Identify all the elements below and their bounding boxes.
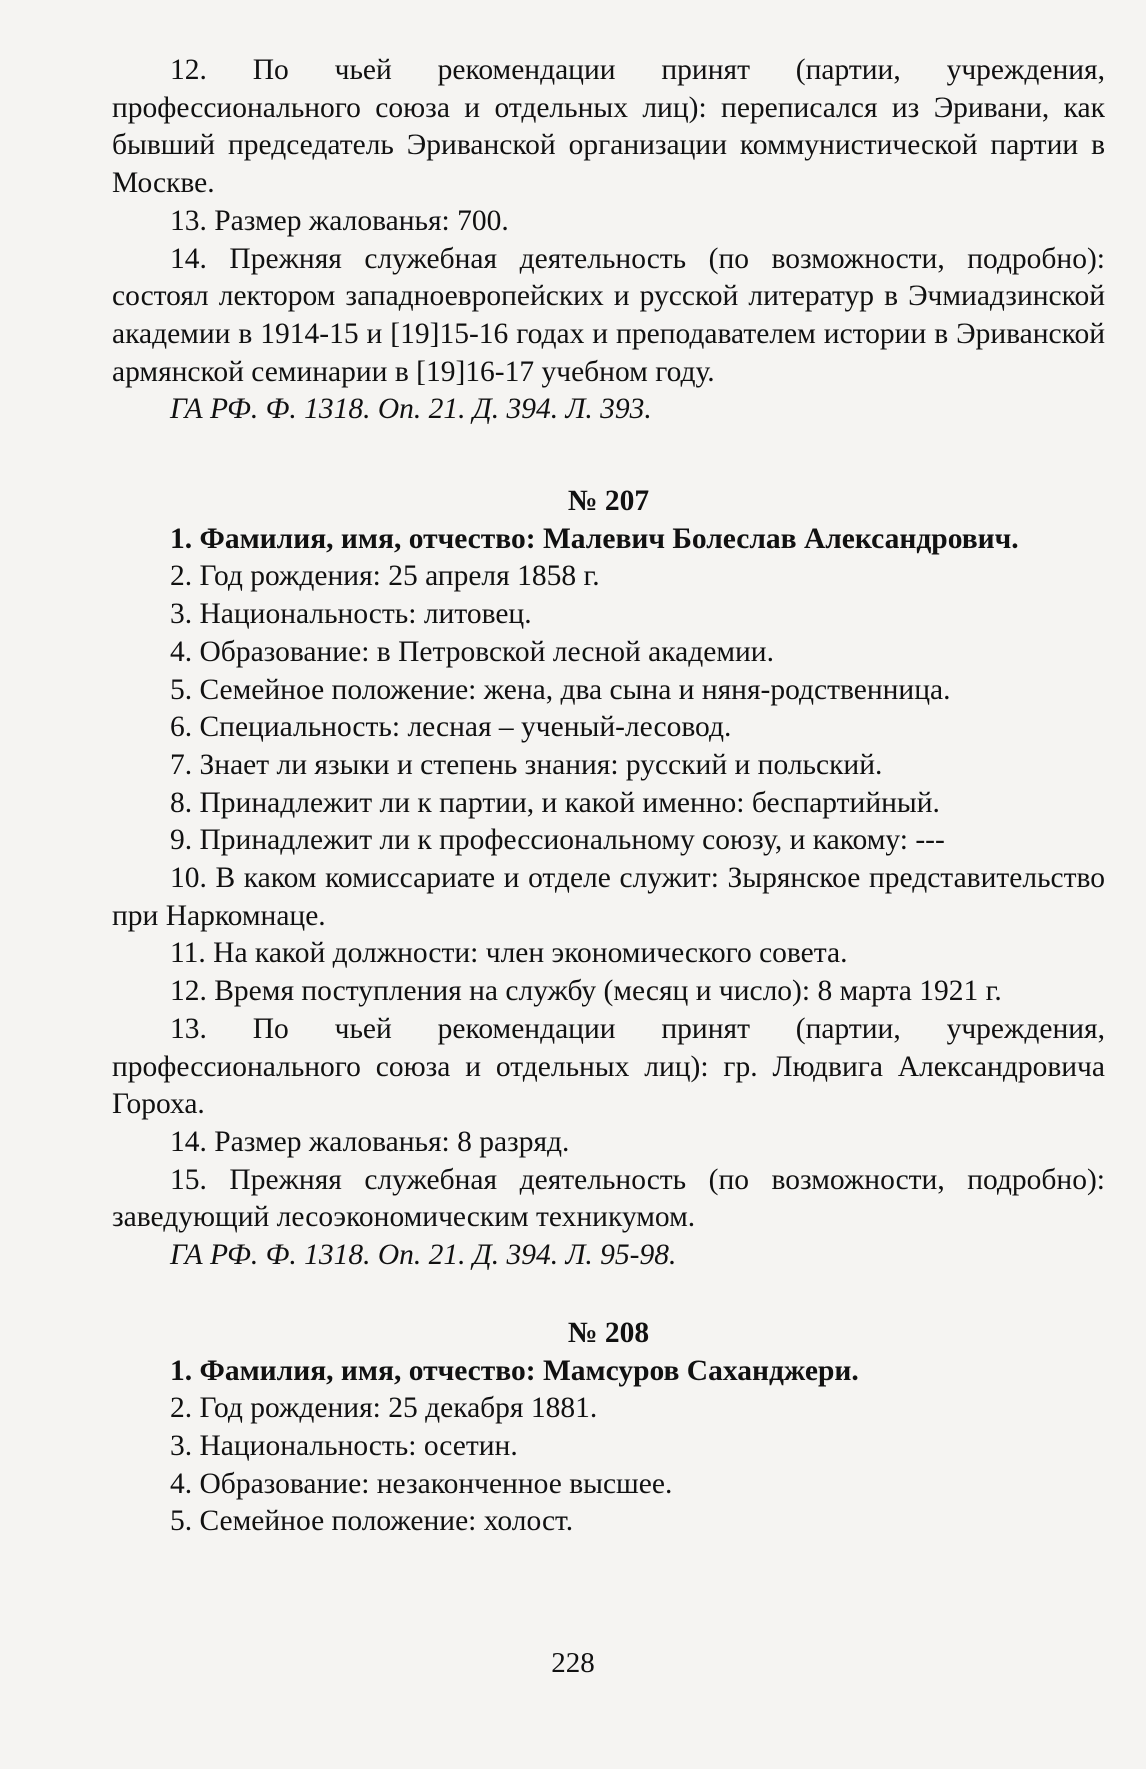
- doc207-birth-date: 2. Год рождения: 25 апреля 1858 г.: [170, 560, 600, 593]
- document-number-208: № 208: [567, 1316, 650, 1349]
- doc208-family-status: 5. Семейное положение: холост.: [170, 1505, 574, 1538]
- doc207-languages: 7. Знает ли языки и степень знания: русский и польский.: [170, 748, 883, 781]
- doc208-birth-date: 2. Год рождения: 25 декабря 1881.: [170, 1392, 598, 1425]
- document-number-207: № 207: [567, 485, 650, 518]
- doc208-full-name: 1. Фамилия, имя, отчество: Мамсуров Саханджери.: [170, 1354, 859, 1387]
- doc207-speciality: 6. Специальность: лесная – ученый-лесовод.: [170, 711, 732, 744]
- doc207-recommendation: 13. По чьей рекомендации принят (партии, учреждения, профессионального союза и отдельных лиц): гр. Людвига Александровича Гороха.: [112, 1012, 1105, 1121]
- doc207-position: 11. На какой должности: член экономического совета.: [170, 937, 848, 970]
- doc207-start-date: 12. Время поступления на службу (месяц и число): 8 марта 1921 г.: [170, 975, 1002, 1008]
- doc207-commissariat: 10. В каком комиссариате и отделе служит: Зырянское представительство при Наркомнаце.: [112, 862, 1105, 932]
- doc207-full-name: 1. Фамилия, имя, отчество: Малевич Болеслав Александрович.: [170, 522, 1019, 555]
- doc207-family-status: 5. Семейное положение: жена, два сына и няня-родственница.: [170, 673, 951, 706]
- doc207-party: 8. Принадлежит ли к партии, и какой именно: беспартийный.: [170, 786, 940, 819]
- doc207-education: 4. Образование: в Петровской лесной академии.: [170, 635, 774, 668]
- doc208-nationality: 3. Национальность: осетин.: [170, 1429, 518, 1462]
- item-12-recommendation: 12. По чьей рекомендации принят (партии, учреждения, профессионального союза и отдельных лиц): переписался из Эривани, как бывший председатель Эриванской организации коммунистической партии в Москве.: [112, 54, 1105, 200]
- doc207-previous-activity: 15. Прежняя служебная деятельность (по возможности, подробно): заведующий лесоэкономическим техникумом.: [112, 1163, 1105, 1234]
- page-text: [112, 52, 1105, 1541]
- doc207-nationality: 3. Национальность: литовец.: [170, 598, 532, 631]
- doc207-archive-reference: ГА РФ. Ф. 1318. Оп. 21. Д. 394. Л. 95-98.: [170, 1239, 677, 1272]
- archive-reference: ГА РФ. Ф. 1318. Оп. 21. Д. 394. Л. 393.: [170, 393, 652, 426]
- item-13-salary: 13. Размер жалованья: 700.: [170, 204, 509, 237]
- doc207-salary: 14. Размер жалованья: 8 разряд.: [170, 1125, 570, 1158]
- item-14-previous-activity: 14. Прежняя служебная деятельность (по возможности, подробно): состоял лектором западноевропейских и русской литератур в Эчмиадзинской академии в 1914-15 и [19]15-16 годах и преподавателем истории в Эриванской армянской семинарии в [19]16-17 учебном году.: [112, 242, 1105, 388]
- page-number: 228: [551, 1647, 595, 1679]
- doc208-education: 4. Образование: незаконченное высшее.: [170, 1467, 673, 1500]
- doc207-trade-union: 9. Принадлежит ли к профессиональному союзу, и какому: ---: [170, 824, 945, 857]
